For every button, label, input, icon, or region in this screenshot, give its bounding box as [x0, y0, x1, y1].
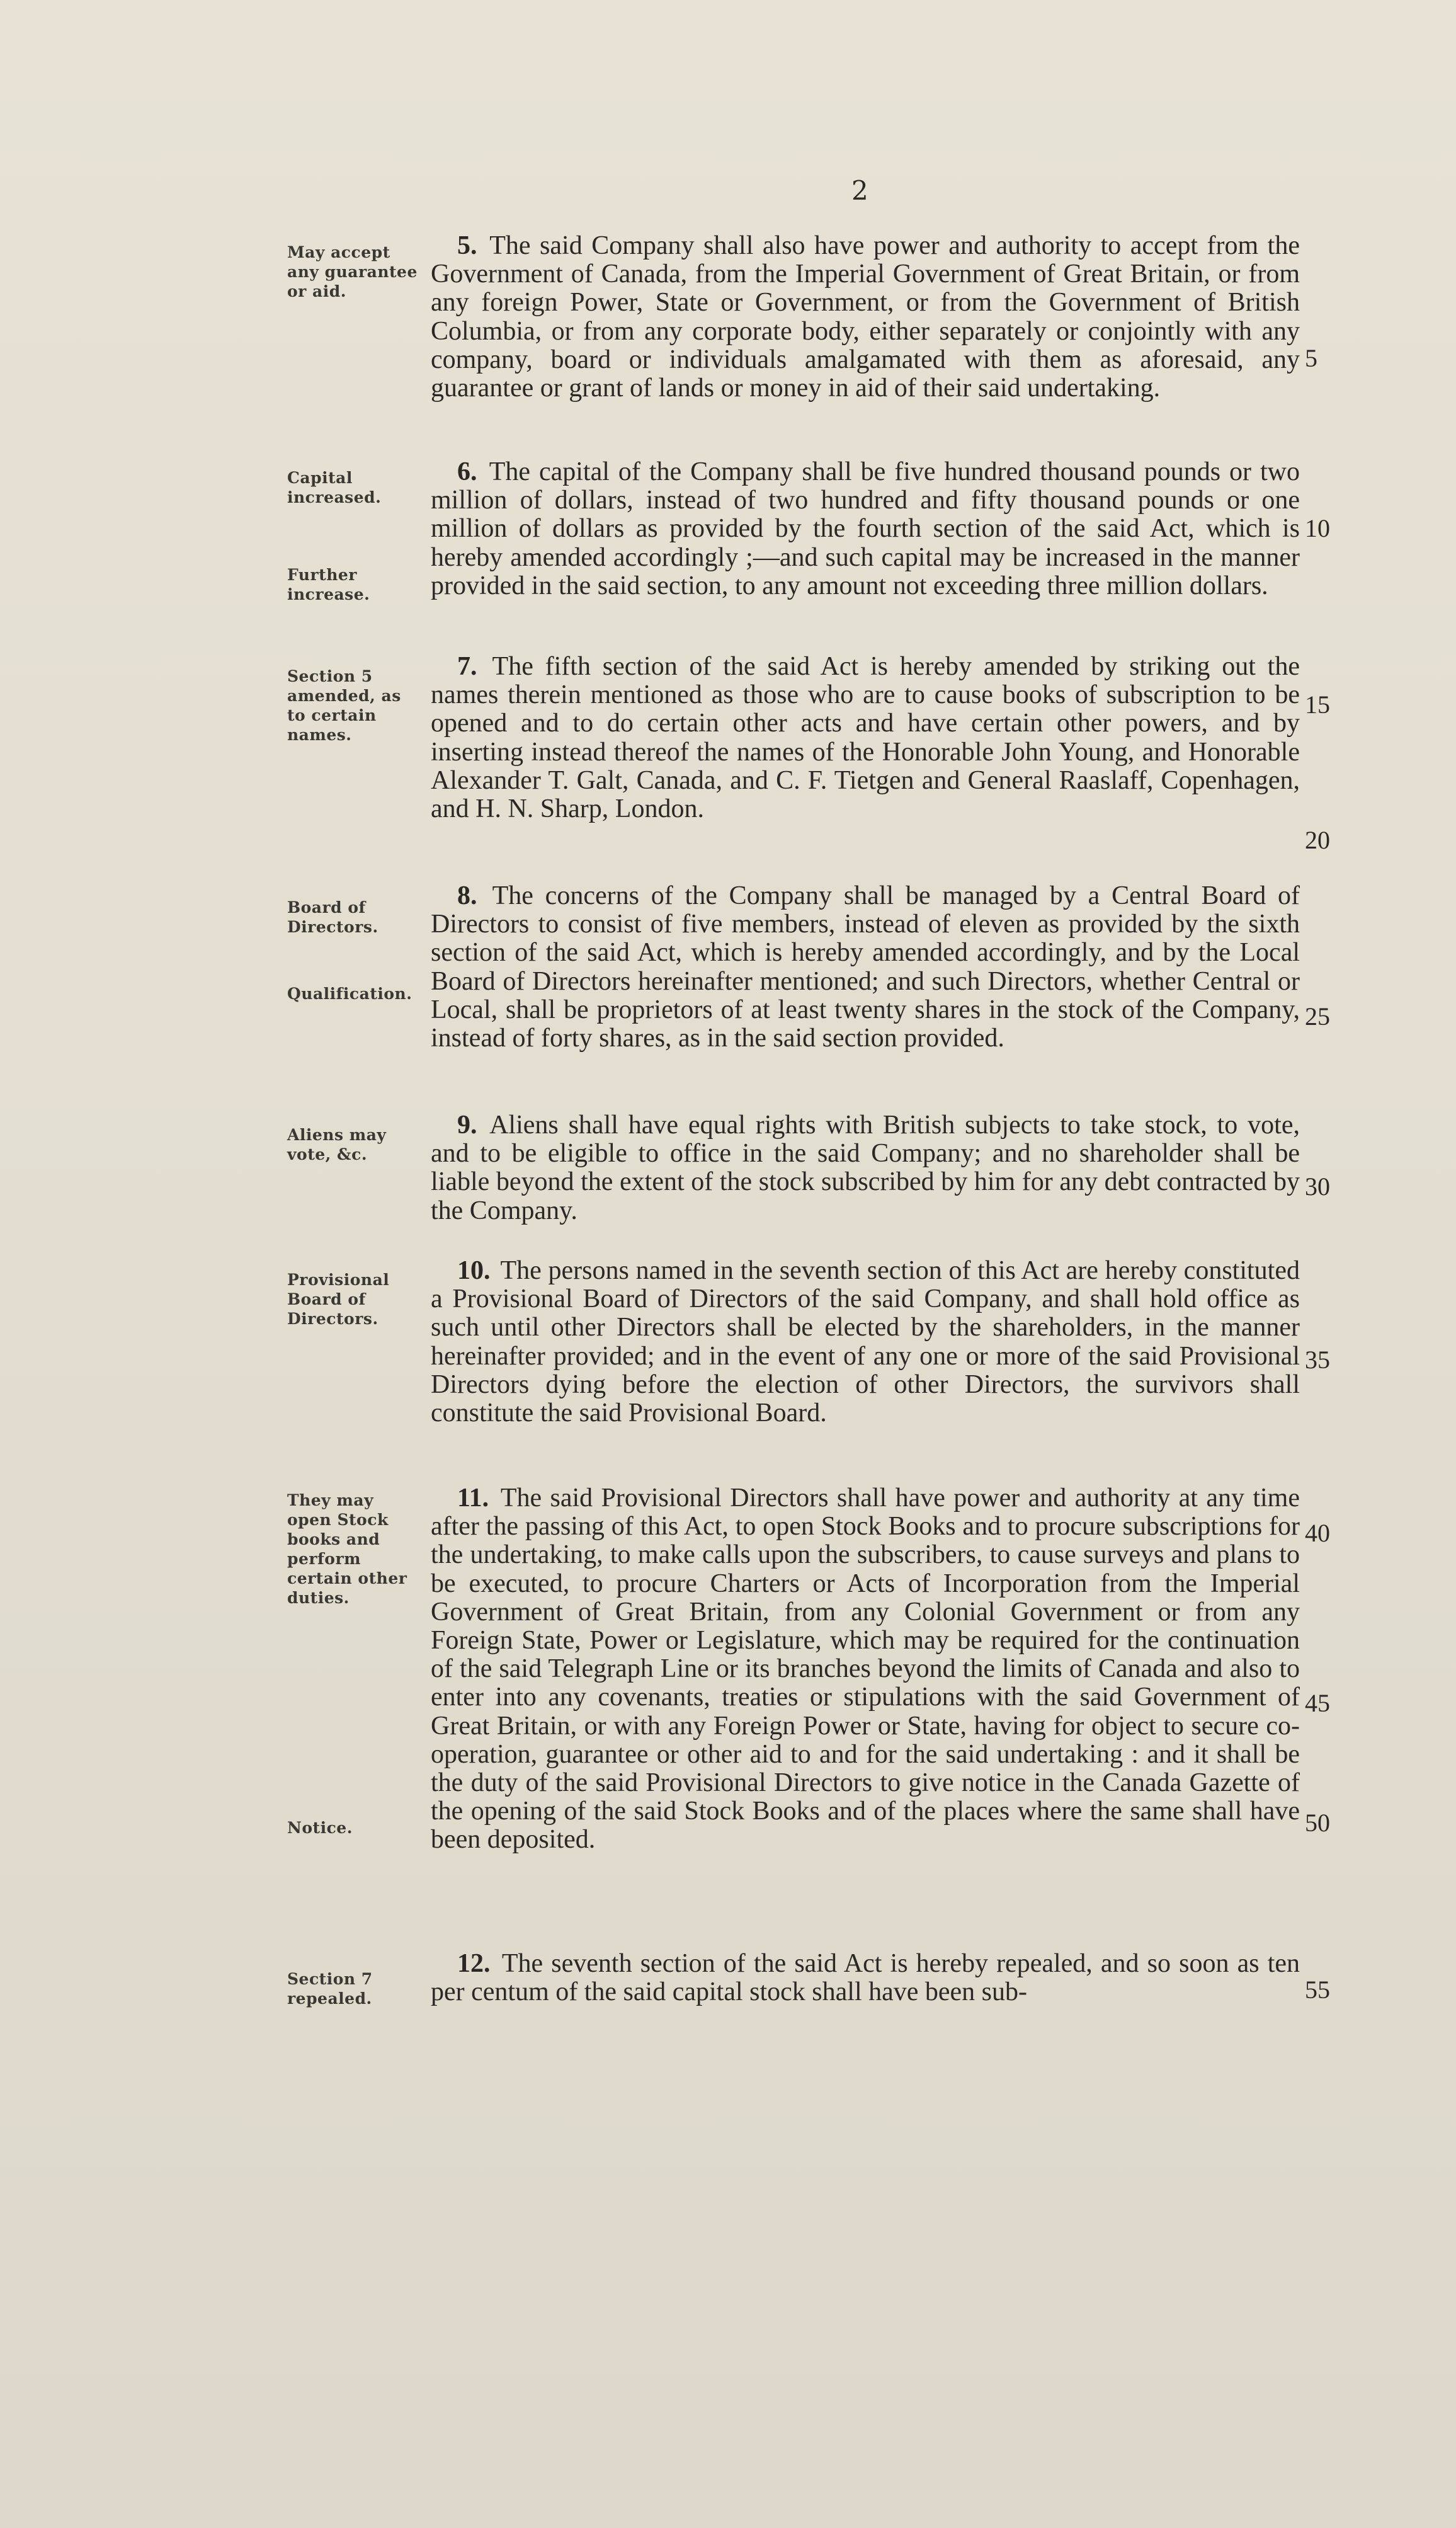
line-number: 45	[1305, 1689, 1330, 1717]
line-number: 55	[1305, 1976, 1330, 2004]
section-10: 10. The persons named in the seventh section of this Act are hereby constituted a Provisional Board of Directors of the said Company, and shall hold office as such until other Directors shall be elected by the shareholders, in the manner hereinafter provided; and in the event of any one or more of the said Provisional Directors dying before the election of other Directors, the survivors shall constitute the said Provisional Board.	[431, 1256, 1300, 1428]
line-number: 35	[1305, 1346, 1330, 1374]
margin-note-board: Board of Directors.	[287, 898, 378, 936]
line-number: 30	[1305, 1172, 1330, 1201]
line-number: 25	[1305, 1002, 1330, 1031]
section-5: 5. The said Company shall also have power and authority to accept from the Government of Canada, from the Imperial Government of Great Britain, or from any foreign Power, State or Government, or from the Government of British Columbia, or from any corporate body, either separately or conjointly with any company, board or individuals amalgamated with them as aforesaid, any guarantee or grant of lands or money in aid of their said undertaking.	[431, 231, 1300, 403]
line-number: 40	[1305, 1519, 1330, 1547]
margin-note-qualification: Qualification.	[287, 985, 412, 1003]
page-number: 2	[851, 175, 868, 206]
section-11: 11. The said Provisional Directors shall have power and authority at any time after the passing of this Act, to open Stock Books and to procure subscriptions for the undertaking, to make calls upon the subscribers, to cause surveys and plans to be executed, to procure Charters or Acts of Incorporation from the Imperial Government of Great Britain, from any Colonial Government or from any Foreign State, Power or Legislature, which may be required for the continuation of the said Telegraph Line or its branches beyond the limits of Canada and also to enter into any covenants, treaties or stipulations with the said Government of Great Britain, or with any Foreign Power or State, having for object to secure co-operation, guarantee or other aid to and for the said undertaking : and it shall be the duty of the said Provisional Directors to give notice in the Canada Gazette of the opening of the said Stock Books and of the places where the same shall have been deposited.	[431, 1484, 1300, 1855]
section-6: 6. The capital of the Company shall be five hundred thousand pounds or two million of dollars, instead of two hundred and fifty thousand pounds or one million of dollars as provided by the fourth section of the said Act, which is hereby amended accordingly ;—and such capital may be increased in the manner provided in the said section, to any amount not exceeding three million dollars.	[431, 457, 1300, 600]
margin-note-aliens: Aliens may vote, &c.	[287, 1126, 387, 1164]
section-9: 9. Aliens shall have equal rights with British subjects to take stock, to vote, and to be eligible to office in the said Company; and no shareholder shall be liable beyond the extent of the stock subscribed by him for any debt contracted by the Company.	[431, 1111, 1300, 1225]
line-number: 10	[1305, 514, 1330, 542]
margin-note-notice: Notice.	[287, 1819, 353, 1837]
section-8: 8. The concerns of the Company shall be managed by a Central Board of Directors to consist of five members, instead of eleven as provided by the sixth section of the said Act, which is hereby amended accordingly, and by the Local Board of Directors hereinafter mentioned; and such Directors, whether Central or Local, shall be proprietors of at least twenty shares in the stock of the Company, instead of forty shares, as in the said section provided.	[431, 881, 1300, 1053]
margin-note-further-increase: Further increase.	[287, 566, 370, 603]
margin-note-section-5: Section 5 amended, as to certain names.	[287, 667, 401, 744]
section-12: 12. The seventh section of the said Act is hereby repealed, and so soon as ten per centum of the said capital stock shall have been sub-	[431, 1949, 1300, 2007]
margin-note-capital: Capital increased.	[287, 469, 382, 506]
line-number: 15	[1305, 690, 1330, 719]
line-number: 5	[1305, 344, 1317, 372]
line-number: 50	[1305, 1809, 1330, 1837]
margin-note-section-7: Section 7 repealed.	[287, 1970, 373, 2008]
margin-note-stock-books: They may open Stock books and perform certain other duties.	[287, 1491, 407, 1607]
section-7: 7. The fifth section of the said Act is hereby amended by striking out the names therein mentioned as those who are to cause books of subscription to be opened and to do certain other acts and have certain other powers, and by inserting instead thereof the names of the Honorable John Young, and Honorable Alexander T. Galt, Canada, and C. F. Tietgen and General Raaslaff, Copenhagen, and H. N. Sharp, London.	[431, 652, 1300, 824]
margin-note-guarantee: May accept any guarantee or aid.	[287, 243, 418, 300]
margin-note-provisional-board: Provisional Board of Directors.	[287, 1271, 390, 1328]
line-number: 20	[1305, 826, 1330, 854]
